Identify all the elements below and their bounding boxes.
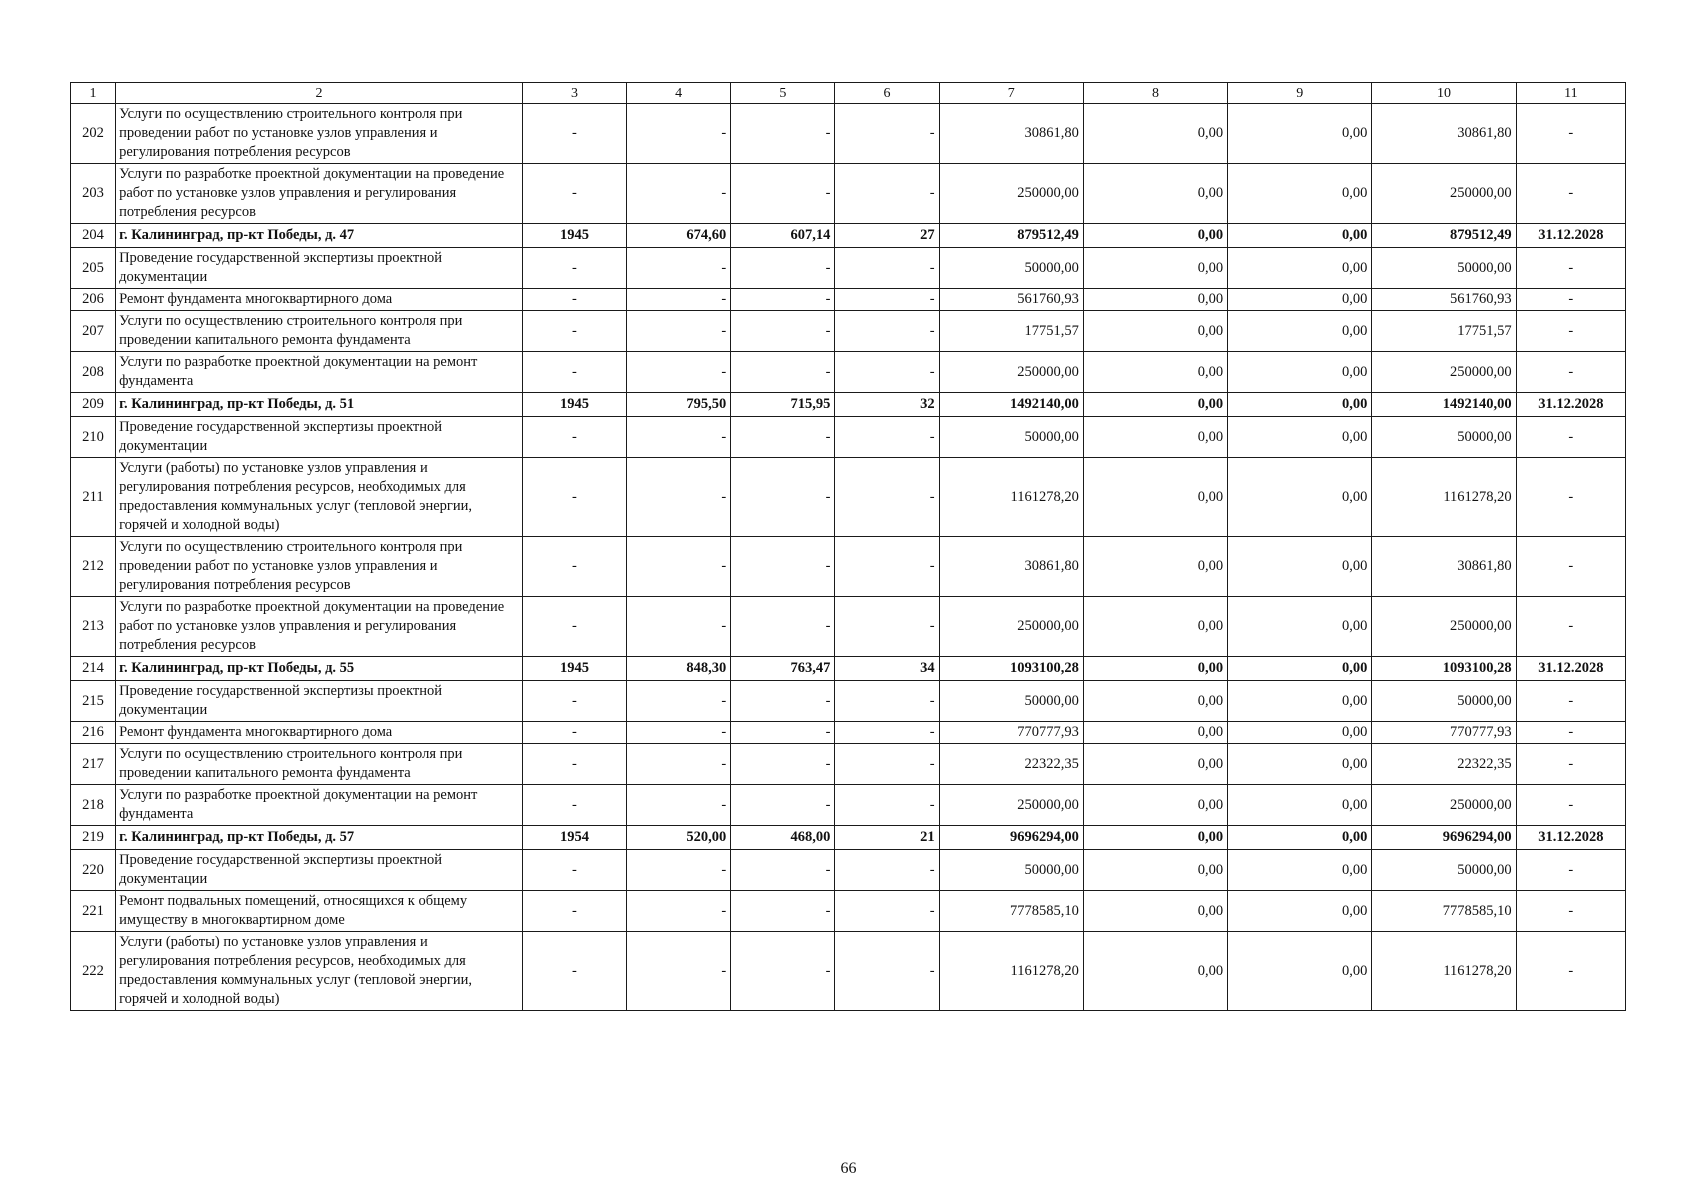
row-number: 217 [71, 744, 116, 785]
row-description: г. Калининград, пр-кт Победы, д. 55 [116, 657, 523, 681]
column-header: 11 [1516, 83, 1625, 104]
address-row [71, 657, 1626, 681]
cell-col7: 250000,00 [939, 164, 1083, 224]
table-row [71, 164, 1626, 224]
cell-col10: 1161278,20 [1372, 932, 1516, 1011]
cell-col11: 31.12.2028 [1516, 826, 1625, 850]
cell-col10: 22322,35 [1372, 744, 1516, 785]
column-header-row [71, 83, 1626, 104]
row-description: Услуги по осуществлению строительного контроля при проведении работ по установке узлов управления и регулирования потребления ресурсов [116, 104, 523, 164]
table-row [71, 785, 1626, 826]
cell-col8: 0,00 [1083, 657, 1227, 681]
cell-col3: - [522, 932, 626, 1011]
row-number: 218 [71, 785, 116, 826]
address-row [71, 393, 1626, 417]
row-number: 220 [71, 850, 116, 891]
cell-col8: 0,00 [1083, 352, 1227, 393]
address-row [71, 826, 1626, 850]
column-header: 7 [939, 83, 1083, 104]
cell-col11: - [1516, 458, 1625, 537]
cell-col8: 0,00 [1083, 458, 1227, 537]
cell-col9: 0,00 [1228, 850, 1372, 891]
cell-col9: 0,00 [1228, 891, 1372, 932]
cell-col3: - [522, 744, 626, 785]
cell-col3: 1945 [522, 393, 626, 417]
cell-col10: 50000,00 [1372, 681, 1516, 722]
cell-col5: - [731, 417, 835, 458]
cell-col4: - [627, 932, 731, 1011]
cell-col4: - [627, 891, 731, 932]
cell-col9: 0,00 [1228, 311, 1372, 352]
row-number: 210 [71, 417, 116, 458]
cell-col3: - [522, 417, 626, 458]
cell-col4: - [627, 311, 731, 352]
cell-col10: 50000,00 [1372, 417, 1516, 458]
cell-col9: 0,00 [1228, 458, 1372, 537]
cell-col10: 770777,93 [1372, 722, 1516, 744]
cell-col11: - [1516, 785, 1625, 826]
cell-col11: - [1516, 537, 1625, 597]
cell-col8: 0,00 [1083, 722, 1227, 744]
cell-col7: 250000,00 [939, 785, 1083, 826]
cell-col10: 1492140,00 [1372, 393, 1516, 417]
table-row [71, 850, 1626, 891]
cell-col9: 0,00 [1228, 289, 1372, 311]
row-description: Услуги по разработке проектной документации на проведение работ по установке узлов управления и регулирования потребления ресурсов [116, 597, 523, 657]
cell-col6: - [835, 891, 939, 932]
cell-col9: 0,00 [1228, 417, 1372, 458]
cell-col4: - [627, 104, 731, 164]
row-description: г. Калининград, пр-кт Победы, д. 57 [116, 826, 523, 850]
cell-col8: 0,00 [1083, 932, 1227, 1011]
cell-col6: - [835, 722, 939, 744]
cell-col5: - [731, 352, 835, 393]
cell-col9: 0,00 [1228, 681, 1372, 722]
cell-col10: 30861,80 [1372, 537, 1516, 597]
cell-col11: - [1516, 597, 1625, 657]
row-description: Услуги по осуществлению строительного контроля при проведении капитального ремонта фундамента [116, 311, 523, 352]
cell-col9: 0,00 [1228, 597, 1372, 657]
cell-col6: 21 [835, 826, 939, 850]
cell-col6: - [835, 785, 939, 826]
cell-col3: 1954 [522, 826, 626, 850]
cell-col4: 674,60 [627, 224, 731, 248]
cell-col7: 1492140,00 [939, 393, 1083, 417]
cell-col4: - [627, 248, 731, 289]
cell-col9: 0,00 [1228, 722, 1372, 744]
cell-col10: 50000,00 [1372, 850, 1516, 891]
row-description: Услуги по осуществлению строительного контроля при проведении капитального ремонта фундамента [116, 744, 523, 785]
cell-col3: - [522, 681, 626, 722]
column-header: 2 [116, 83, 523, 104]
cell-col7: 770777,93 [939, 722, 1083, 744]
row-number: 211 [71, 458, 116, 537]
cell-col4: - [627, 681, 731, 722]
cell-col9: 0,00 [1228, 352, 1372, 393]
cell-col8: 0,00 [1083, 248, 1227, 289]
table-row [71, 744, 1626, 785]
cell-col11: - [1516, 722, 1625, 744]
cell-col10: 9696294,00 [1372, 826, 1516, 850]
cell-col6: - [835, 248, 939, 289]
cell-col10: 17751,57 [1372, 311, 1516, 352]
cell-col9: 0,00 [1228, 657, 1372, 681]
cell-col10: 50000,00 [1372, 248, 1516, 289]
row-number: 207 [71, 311, 116, 352]
cell-col4: 795,50 [627, 393, 731, 417]
cell-col11: - [1516, 891, 1625, 932]
row-description: Услуги (работы) по установке узлов управления и регулирования потребления ресурсов, необходимых для предоставления коммунальных услуг (тепловой энергии, горячей и холодной воды) [116, 458, 523, 537]
cell-col5: - [731, 785, 835, 826]
cell-col8: 0,00 [1083, 393, 1227, 417]
cell-col3: - [522, 248, 626, 289]
cell-col5: - [731, 458, 835, 537]
cell-col4: - [627, 164, 731, 224]
cell-col4: - [627, 744, 731, 785]
cell-col3: - [522, 289, 626, 311]
cell-col4: - [627, 850, 731, 891]
cell-col6: - [835, 104, 939, 164]
cell-col4: - [627, 289, 731, 311]
cell-col6: - [835, 417, 939, 458]
cell-col11: - [1516, 744, 1625, 785]
table-row [71, 417, 1626, 458]
address-row [71, 224, 1626, 248]
cell-col5: - [731, 164, 835, 224]
cell-col9: 0,00 [1228, 164, 1372, 224]
cell-col11: - [1516, 850, 1625, 891]
cell-col5: - [731, 289, 835, 311]
cell-col5: - [731, 537, 835, 597]
row-number: 206 [71, 289, 116, 311]
row-number: 203 [71, 164, 116, 224]
cell-col8: 0,00 [1083, 826, 1227, 850]
cell-col10: 250000,00 [1372, 164, 1516, 224]
table-row [71, 681, 1626, 722]
table-row [71, 932, 1626, 1011]
cell-col7: 1093100,28 [939, 657, 1083, 681]
cell-col3: 1945 [522, 224, 626, 248]
row-number: 222 [71, 932, 116, 1011]
cell-col5: - [731, 932, 835, 1011]
cell-col7: 250000,00 [939, 352, 1083, 393]
cell-col7: 9696294,00 [939, 826, 1083, 850]
row-number: 221 [71, 891, 116, 932]
cell-col10: 30861,80 [1372, 104, 1516, 164]
cell-col8: 0,00 [1083, 289, 1227, 311]
cell-col6: - [835, 744, 939, 785]
cell-col11: - [1516, 164, 1625, 224]
row-number: 209 [71, 393, 116, 417]
row-description: Ремонт фундамента многоквартирного дома [116, 289, 523, 311]
cell-col3: - [522, 458, 626, 537]
cell-col3: - [522, 311, 626, 352]
cell-col6: - [835, 164, 939, 224]
cell-col6: - [835, 289, 939, 311]
table-row [71, 537, 1626, 597]
cell-col9: 0,00 [1228, 224, 1372, 248]
cell-col10: 879512,49 [1372, 224, 1516, 248]
cell-col10: 250000,00 [1372, 597, 1516, 657]
cell-col5: - [731, 722, 835, 744]
cell-col5: 763,47 [731, 657, 835, 681]
cell-col4: - [627, 785, 731, 826]
cell-col3: 1945 [522, 657, 626, 681]
row-description: г. Калининград, пр-кт Победы, д. 47 [116, 224, 523, 248]
cell-col8: 0,00 [1083, 744, 1227, 785]
cell-col5: - [731, 104, 835, 164]
row-description: Услуги по осуществлению строительного контроля при проведении работ по установке узлов управления и регулирования потребления ресурсов [116, 537, 523, 597]
cell-col11: - [1516, 352, 1625, 393]
row-description: Услуги по разработке проектной документации на ремонт фундамента [116, 352, 523, 393]
cell-col9: 0,00 [1228, 104, 1372, 164]
cell-col6: - [835, 597, 939, 657]
cell-col9: 0,00 [1228, 537, 1372, 597]
table-row [71, 311, 1626, 352]
row-description: Ремонт фундамента многоквартирного дома [116, 722, 523, 744]
cell-col7: 1161278,20 [939, 458, 1083, 537]
cell-col7: 30861,80 [939, 104, 1083, 164]
cell-col11: - [1516, 681, 1625, 722]
row-number: 213 [71, 597, 116, 657]
table-row [71, 289, 1626, 311]
column-header: 10 [1372, 83, 1516, 104]
row-description: Проведение государственной экспертизы проектной документации [116, 417, 523, 458]
row-number: 202 [71, 104, 116, 164]
cell-col8: 0,00 [1083, 597, 1227, 657]
cell-col4: - [627, 722, 731, 744]
cell-col6: - [835, 932, 939, 1011]
cell-col10: 250000,00 [1372, 785, 1516, 826]
row-number: 214 [71, 657, 116, 681]
row-number: 204 [71, 224, 116, 248]
cell-col7: 561760,93 [939, 289, 1083, 311]
cell-col8: 0,00 [1083, 224, 1227, 248]
cell-col10: 1093100,28 [1372, 657, 1516, 681]
cell-col3: - [522, 785, 626, 826]
cell-col5: 715,95 [731, 393, 835, 417]
cell-col9: 0,00 [1228, 248, 1372, 289]
cell-col11: 31.12.2028 [1516, 393, 1625, 417]
cell-col3: - [522, 537, 626, 597]
column-header: 4 [627, 83, 731, 104]
cell-col7: 1161278,20 [939, 932, 1083, 1011]
row-description: Услуги по разработке проектной документации на ремонт фундамента [116, 785, 523, 826]
row-number: 208 [71, 352, 116, 393]
row-number: 212 [71, 537, 116, 597]
table-row [71, 248, 1626, 289]
row-number: 215 [71, 681, 116, 722]
cell-col5: - [731, 744, 835, 785]
cell-col6: - [835, 352, 939, 393]
cell-col8: 0,00 [1083, 104, 1227, 164]
row-description: г. Калининград, пр-кт Победы, д. 51 [116, 393, 523, 417]
cell-col7: 17751,57 [939, 311, 1083, 352]
cell-col3: - [522, 104, 626, 164]
row-description: Ремонт подвальных помещений, относящихся к общему имуществу в многоквартирном доме [116, 891, 523, 932]
column-header: 9 [1228, 83, 1372, 104]
cell-col6: - [835, 537, 939, 597]
row-number: 219 [71, 826, 116, 850]
cell-col6: 27 [835, 224, 939, 248]
cell-col3: - [522, 850, 626, 891]
cell-col11: - [1516, 104, 1625, 164]
cell-col6: 32 [835, 393, 939, 417]
cell-col11: - [1516, 248, 1625, 289]
cell-col11: - [1516, 311, 1625, 352]
cell-col11: 31.12.2028 [1516, 224, 1625, 248]
cell-col7: 7778585,10 [939, 891, 1083, 932]
cell-col5: - [731, 850, 835, 891]
cell-col5: 468,00 [731, 826, 835, 850]
cell-col8: 0,00 [1083, 164, 1227, 224]
cell-col9: 0,00 [1228, 932, 1372, 1011]
cell-col9: 0,00 [1228, 785, 1372, 826]
cell-col6: - [835, 311, 939, 352]
cell-col10: 1161278,20 [1372, 458, 1516, 537]
cell-col6: - [835, 850, 939, 891]
cell-col3: - [522, 722, 626, 744]
cell-col5: - [731, 597, 835, 657]
cell-col5: 607,14 [731, 224, 835, 248]
cell-col8: 0,00 [1083, 311, 1227, 352]
cell-col6: 34 [835, 657, 939, 681]
row-number: 205 [71, 248, 116, 289]
table-row [71, 352, 1626, 393]
cell-col8: 0,00 [1083, 681, 1227, 722]
cell-col7: 50000,00 [939, 681, 1083, 722]
cell-col8: 0,00 [1083, 891, 1227, 932]
cell-col7: 50000,00 [939, 417, 1083, 458]
cell-col8: 0,00 [1083, 785, 1227, 826]
cell-col9: 0,00 [1228, 393, 1372, 417]
cell-col4: - [627, 458, 731, 537]
work-schedule-table [70, 82, 1626, 1011]
table-row [71, 104, 1626, 164]
column-header: 3 [522, 83, 626, 104]
cell-col4: - [627, 597, 731, 657]
row-description: Проведение государственной экспертизы проектной документации [116, 850, 523, 891]
cell-col3: - [522, 164, 626, 224]
cell-col3: - [522, 891, 626, 932]
cell-col6: - [835, 681, 939, 722]
column-header: 1 [71, 83, 116, 104]
table-row [71, 891, 1626, 932]
column-header: 6 [835, 83, 939, 104]
cell-col11: - [1516, 417, 1625, 458]
cell-col10: 561760,93 [1372, 289, 1516, 311]
table-row [71, 597, 1626, 657]
cell-col7: 250000,00 [939, 597, 1083, 657]
cell-col5: - [731, 891, 835, 932]
cell-col9: 0,00 [1228, 744, 1372, 785]
row-description: Услуги по разработке проектной документации на проведение работ по установке узлов управления и регулирования потребления ресурсов [116, 164, 523, 224]
column-header: 5 [731, 83, 835, 104]
cell-col6: - [835, 458, 939, 537]
row-number: 216 [71, 722, 116, 744]
cell-col5: - [731, 311, 835, 352]
column-header: 8 [1083, 83, 1227, 104]
cell-col8: 0,00 [1083, 417, 1227, 458]
cell-col11: - [1516, 289, 1625, 311]
cell-col7: 22322,35 [939, 744, 1083, 785]
cell-col7: 50000,00 [939, 850, 1083, 891]
table-row [71, 458, 1626, 537]
cell-col9: 0,00 [1228, 826, 1372, 850]
page-number: 66 [840, 1160, 857, 1177]
cell-col11: 31.12.2028 [1516, 657, 1625, 681]
cell-col4: 848,30 [627, 657, 731, 681]
cell-col5: - [731, 681, 835, 722]
cell-col4: 520,00 [627, 826, 731, 850]
cell-col10: 250000,00 [1372, 352, 1516, 393]
row-description: Проведение государственной экспертизы проектной документации [116, 681, 523, 722]
cell-col10: 7778585,10 [1372, 891, 1516, 932]
cell-col7: 50000,00 [939, 248, 1083, 289]
cell-col4: - [627, 352, 731, 393]
cell-col5: - [731, 248, 835, 289]
table-row [71, 722, 1626, 744]
table-body [71, 83, 1626, 1011]
cell-col7: 879512,49 [939, 224, 1083, 248]
cell-col8: 0,00 [1083, 850, 1227, 891]
row-description: Проведение государственной экспертизы проектной документации [116, 248, 523, 289]
cell-col3: - [522, 352, 626, 393]
row-description: Услуги (работы) по установке узлов управления и регулирования потребления ресурсов, необходимых для предоставления коммунальных услуг (тепловой энергии, горячей и холодной воды) [116, 932, 523, 1011]
cell-col8: 0,00 [1083, 537, 1227, 597]
cell-col3: - [522, 597, 626, 657]
cell-col4: - [627, 417, 731, 458]
cell-col7: 30861,80 [939, 537, 1083, 597]
cell-col11: - [1516, 932, 1625, 1011]
cell-col4: - [627, 537, 731, 597]
